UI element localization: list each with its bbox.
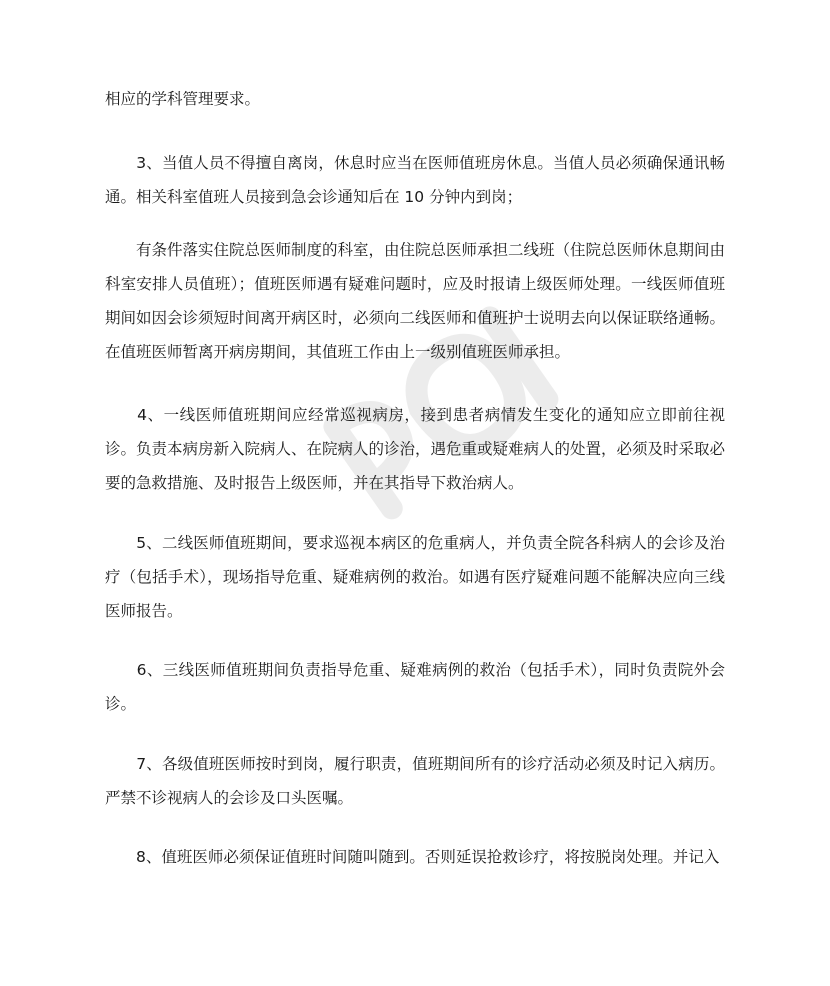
paragraph-item-8: 8、值班医师必须保证值班时间随叫随到。否则延误抢救诊疗，将按脱岗处理。并记入 — [105, 848, 720, 866]
paragraph-item-6: 6、三线医师值班期间负责指导危重、疑难病例的救治（包括手术），同时负责院外会诊。 — [105, 661, 725, 713]
paragraph-intro: 相应的学科管理要求。 — [105, 90, 261, 108]
paragraph-item-4: 4、一线医师值班期间应经常巡视病房，接到患者病情发生变化的通知应立即前往视诊。负责本病房新入院病人、在院病人的诊治，遇危重或疑难病人的处置，必须及时采取必要的急救措施、及时报告上级医师，并在其指导下救治病人。 — [105, 406, 726, 492]
paragraph-item-7: 7、各级值班医师按时到岗，履行职责，值班期间所有的诊疗活动必须及时记入病历。严禁不诊视病人的会诊及口头医嘱。 — [105, 755, 725, 807]
paragraph-resident-chief: 有条件落实住院总医师制度的科室，由住院总医师承担二线班（住院总医师休息期间由科室安排人员值班）；值班医师遇有疑难问题时，应及时报请上级医师处理。一线医师值班期间如因会诊须短时间离开病区时，必须向二线医师和值班护士说明去向以保证联络通畅。在值班医师暂离开病房期间，其值班工作由上一级别值班医师承担。 — [105, 241, 726, 361]
paragraph-item-3: 3、当值人员不得擅自离岗，休息时应当在医师值班房休息。当值人员必须确保通讯畅通。相关科室值班人员接到急会诊通知后在 10 分钟内到岗； — [105, 154, 725, 206]
paragraph-item-5: 5、二线医师值班期间，要求巡视本病区的危重病人，并负责全院各科病人的会诊及治疗（包括手术），现场指导危重、疑难病例的救治。如遇有医疗疑难问题不能解决应向三线医师报告。 — [105, 534, 725, 620]
